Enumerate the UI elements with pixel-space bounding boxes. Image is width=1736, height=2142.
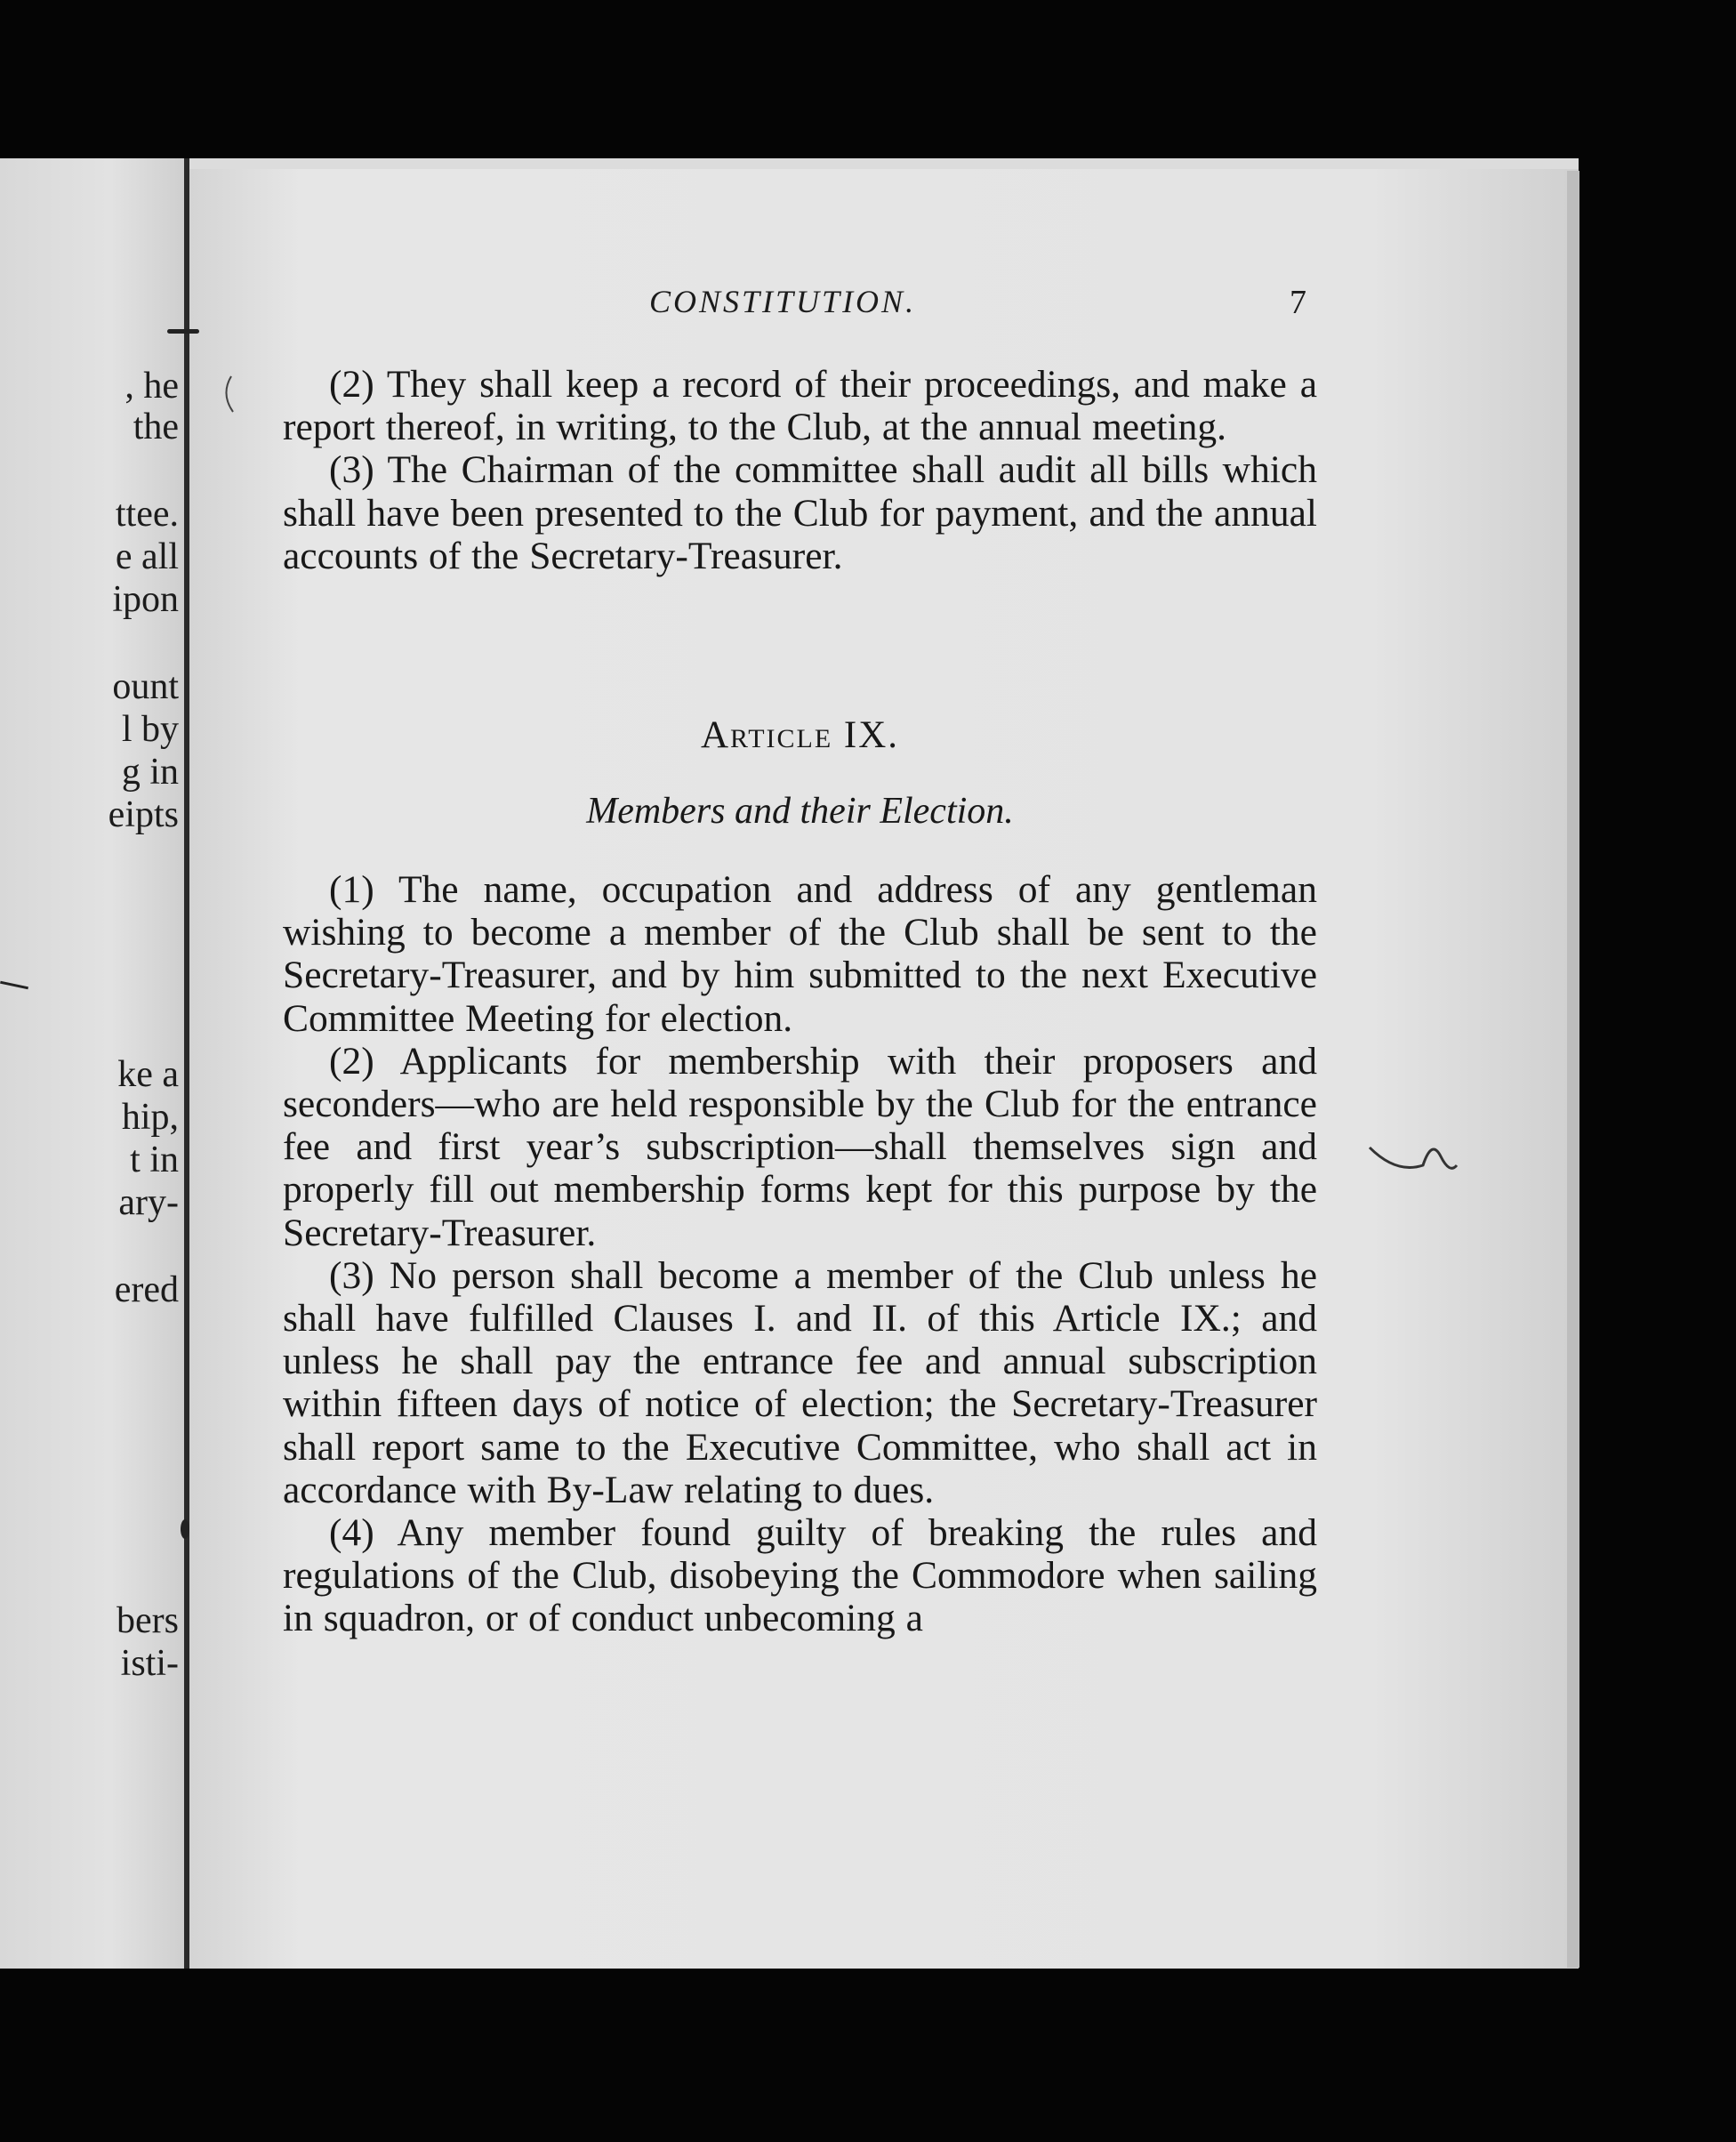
pencil-mark (1361, 1130, 1467, 1201)
paragraph: (1) The name, occupation and address of any gentleman wishing to become a member of the Club shall be sent to the Secretary-Treasurer, and by him submitted to the next Executive Committee Meeting for election. (283, 868, 1317, 1040)
paragraph: (3) No person shall become a member of the Club unless he shall have fulfilled Clauses I. and II. of this Article IX.; and unless he shall pay the entrance fee and annual subscription within fifteen days of notice of election; the Secretary-Treasurer shall report same to the Executive Committee, who shall act in accordance with By-Law relating to dues. (283, 1253, 1317, 1511)
paragraph: (3) The Chairman of the committee shall audit all bills which shall have been presented to the Club for payment, and the annual accounts of the Secretary-Treasurer. (283, 448, 1317, 577)
gutter-smudge (181, 1519, 189, 1539)
left-page-line: hip, (121, 1097, 179, 1138)
left-page-line: t in (130, 1139, 179, 1180)
article-heading: Article IX. (700, 714, 900, 756)
running-head: CONSTITUTION. (649, 284, 917, 319)
page-edge-shadow (1567, 171, 1579, 1968)
left-page-line: , he (125, 366, 179, 407)
left-page-line: e all (115, 536, 179, 577)
ink-mark (0, 981, 28, 990)
page-number: 7 (1290, 284, 1306, 321)
left-page-line: the (133, 407, 179, 447)
paragraph: (2) Applicants for membership with their proposers and seconders—who are held responsible by the Club for the entrance fee and first year’s subscription—shall themselves sign and properly fill out membership forms kept for this purpose by the Secretary-Treasurer. (283, 1039, 1317, 1254)
left-page-line: ount (112, 666, 179, 707)
left-page (0, 158, 184, 1969)
left-page-line: ipon (112, 579, 179, 620)
left-page-line: ttee. (115, 494, 179, 535)
paragraph: (2) They shall keep a record of their proceedings, and make a report thereof, in writing, to the Club, at the annual meeting. (283, 363, 1317, 449)
left-page-line: eipts (108, 794, 179, 835)
pencil-mark (213, 372, 240, 416)
left-page-line: l by (121, 709, 179, 750)
paragraph: (4) Any member found guilty of breaking the rules and regulations of the Club, disobeying the Commodore when sailing in squadron, or of conduct unbecoming a (283, 1511, 1317, 1640)
left-page-line: g in (121, 752, 179, 793)
top-text-block (283, 363, 1317, 577)
article-text-block (283, 868, 1317, 1640)
article-subheading: Members and their Election. (586, 791, 1014, 832)
left-page-line: isti- (120, 1643, 179, 1684)
left-page-line: ered (114, 1269, 179, 1310)
left-page-line: ary- (118, 1182, 179, 1223)
left-page-line: ke a (117, 1054, 179, 1095)
left-page-line: bers (117, 1600, 179, 1641)
gutter-smudge (167, 329, 199, 334)
